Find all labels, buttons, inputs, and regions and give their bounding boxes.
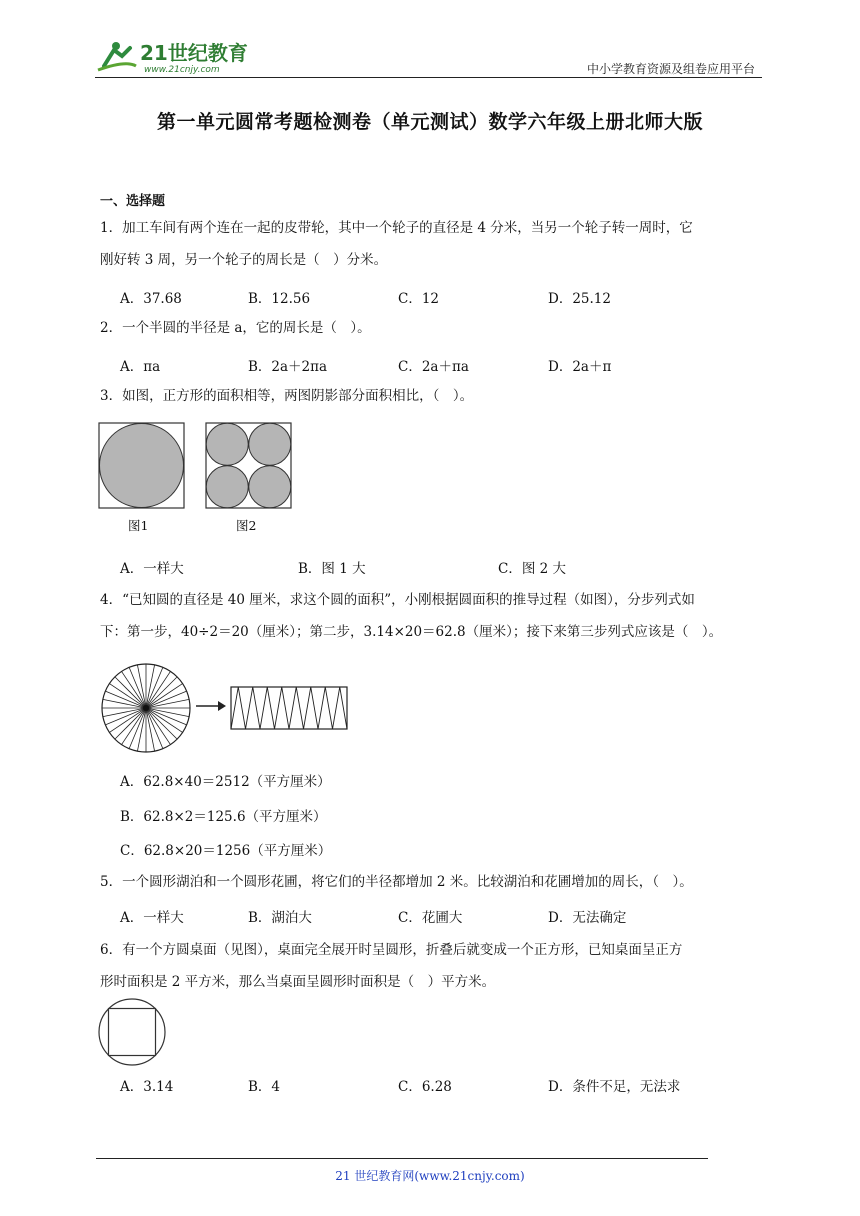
page-title: 第一单元圆常考题检测卷（单元测试）数学六年级上册北师大版 — [156, 111, 703, 133]
q6-option-b: B．4 — [248, 1079, 281, 1095]
q4-option-c: C．62.8×20＝1256（平方厘米） — [120, 843, 332, 859]
question-3: 3．如图，正方形的面积相等，两图阴影部分面积相比，（ ）。 — [100, 388, 474, 404]
footer-divider — [96, 1158, 708, 1159]
q1-option-c: C．12 — [398, 291, 440, 307]
q6-option-c: C．6.28 — [398, 1079, 452, 1095]
footer-text: 21 世纪教育网(www.21cnjy.com) — [335, 1169, 525, 1183]
question-1-line1: 1．加工车间有两个连在一起的皮带轮，其中一个轮子的直径是 4 分米，当另一个轮子转一周时，它 — [100, 220, 693, 236]
logo-text: 21世纪教育 — [140, 41, 248, 65]
question-6-line2: 形时面积是 2 平方米，那么当桌面呈圆形时面积是（ ）平方米。 — [100, 974, 496, 990]
svg-text:www.21cnjy.com: www.21cnjy.com — [144, 65, 220, 75]
question-4-line1: 4．“已知圆的直径是 40 厘米，求这个圆的面积”，小刚根据圆面积的推导过程（如图），分步列式如 — [100, 592, 695, 608]
question-1-line2: 刚好转 3 周，另一个轮子的周长是（ ）分米。 — [100, 252, 388, 268]
q4-option-b: B．62.8×2＝125.6（平方厘米） — [120, 809, 327, 825]
q5-option-b: B．湖泊大 — [248, 910, 312, 926]
question-2: 2．一个半圆的半径是 a，它的周长是（ ）。 — [100, 320, 371, 336]
q4-option-a: A．62.8×40＝2512（平方厘米） — [120, 774, 331, 790]
q3-option-b: B．图 1 大 — [298, 561, 366, 577]
q5-option-d: D．无法确定 — [548, 910, 627, 926]
q6-option-a: A．3.14 — [120, 1079, 174, 1095]
q2-option-b: B．2a＋2πa — [248, 359, 328, 375]
q3-option-a: A．一样大 — [120, 561, 184, 577]
q1-option-a: A．37.68 — [120, 291, 182, 307]
q5-option-c: C．花圃大 — [398, 910, 463, 926]
q6-figure — [98, 998, 168, 1068]
q1-option-d: D．25.12 — [548, 291, 611, 307]
question-1 — [100, 212, 760, 276]
site-logo — [96, 36, 266, 76]
question-6-line1: 6．有一个方圆桌面（见图），桌面完全展开时呈圆形，折叠后就变成一个正方形，已知桌面呈正方 — [100, 942, 683, 958]
q3-option-c: C．图 2 大 — [498, 561, 567, 577]
header-divider — [95, 77, 762, 78]
section-heading: 一、选择题 — [100, 194, 166, 209]
q1-option-b: B．12.56 — [248, 291, 311, 307]
question-6 — [100, 934, 760, 998]
q3-figure-label-1: 图1 — [128, 518, 149, 533]
platform-name: 中小学教育资源及组卷应用平台 — [586, 62, 755, 76]
q5-option-a: A．一样大 — [120, 910, 184, 926]
q6-option-d: D．条件不足，无法求 — [548, 1079, 681, 1095]
q2-option-c: C．2a＋πa — [398, 359, 469, 375]
q2-option-a: A．πa — [120, 359, 161, 375]
q4-figure — [100, 660, 360, 756]
q3-figure-label-2: 图2 — [236, 518, 257, 533]
question-5: 5．一个圆形湖泊和一个圆形花圃，将它们的半径都增加 2 米。比较湖泊和花圃增加的周长，（ ）。 — [100, 874, 693, 890]
q2-option-d: D．2a＋π — [548, 359, 612, 375]
question-4-line2: 下：第一步，40÷2＝20（厘米）；第二步，3.14×20＝62.8（厘米）；接下来第三步列式应该是（ ）。 — [100, 624, 723, 640]
question-4 — [100, 584, 760, 648]
